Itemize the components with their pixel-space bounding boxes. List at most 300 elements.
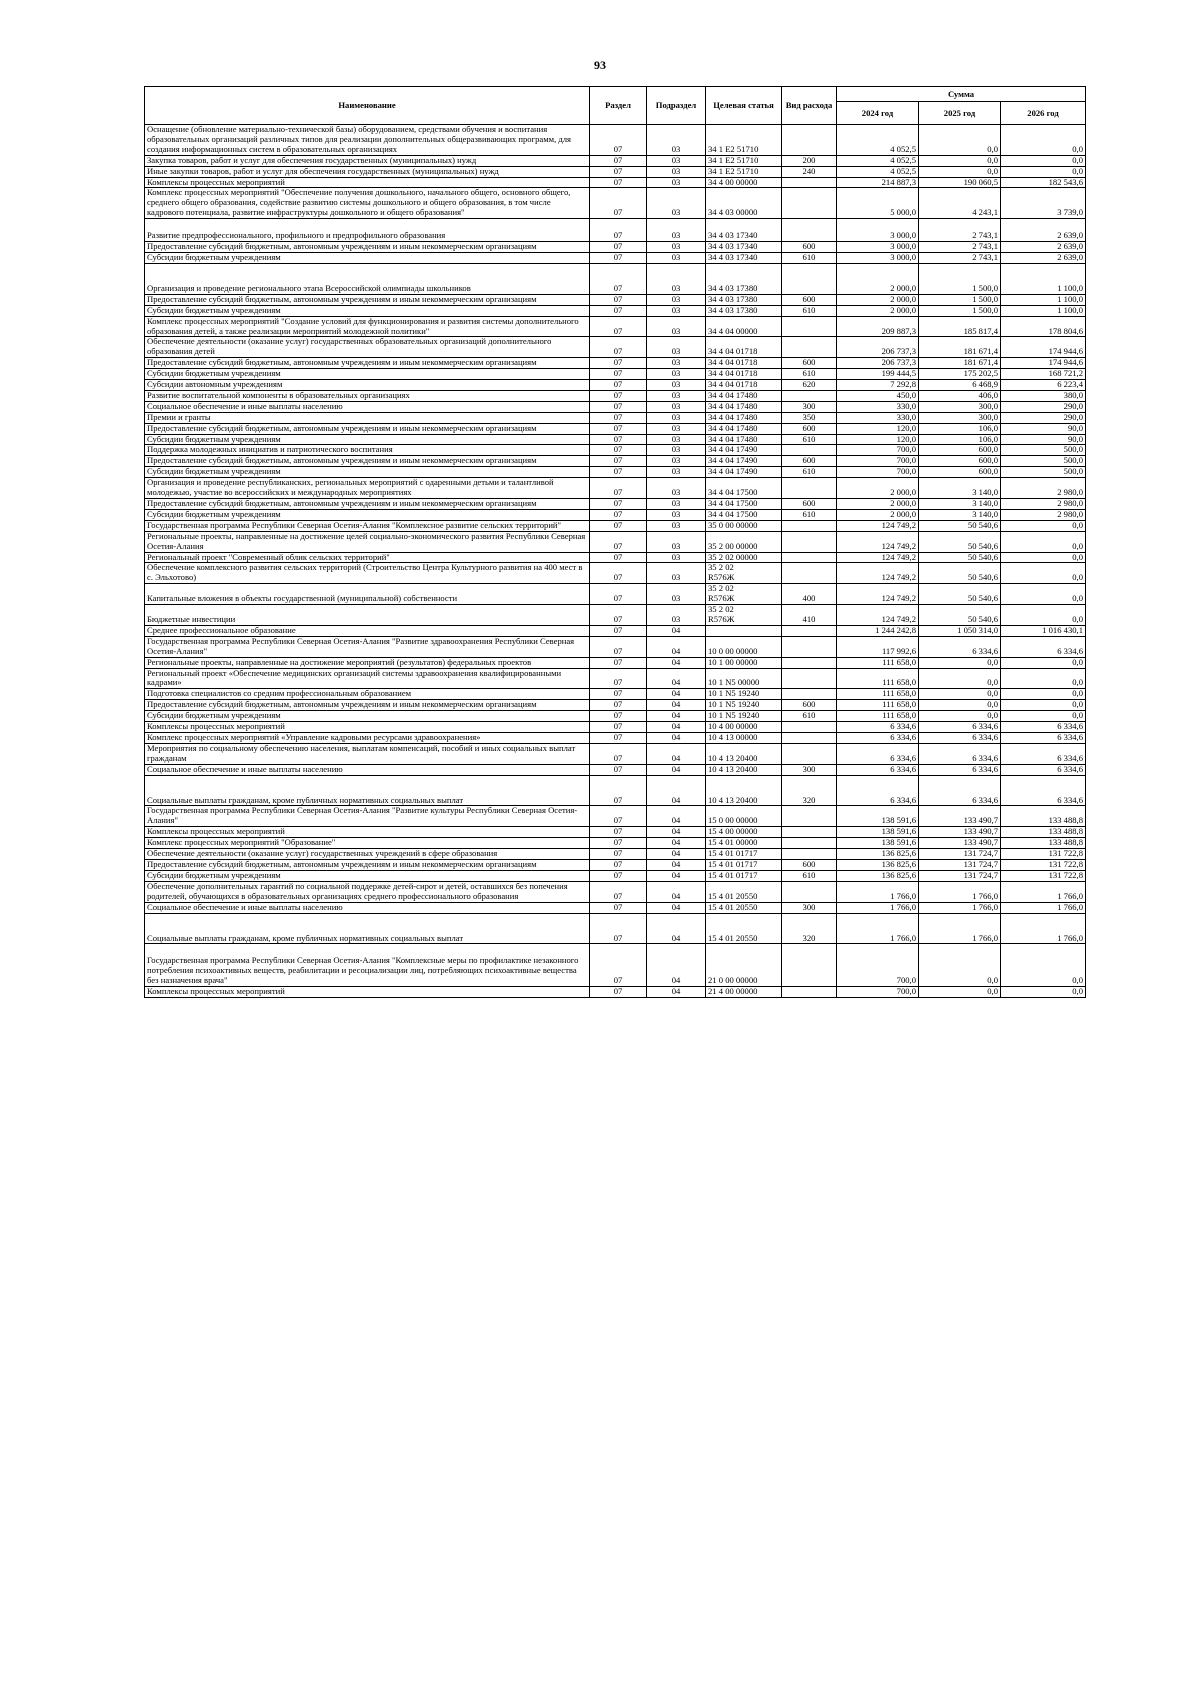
- row-amount-2025: 3 140,0: [919, 509, 1001, 520]
- row-amount-2025: 0,0: [919, 657, 1001, 668]
- row-amount-2025: 2 743,1: [919, 242, 1001, 253]
- row-amount-2025: 6 334,6: [919, 775, 1001, 806]
- row-kind: [782, 219, 837, 242]
- row-amount-2026: 6 334,6: [1001, 743, 1086, 764]
- row-target: 10 4 13 20400: [706, 764, 782, 775]
- row-name: Региональный проект "Современный облик сельских территорий": [145, 552, 590, 563]
- row-section: 07: [590, 337, 647, 358]
- row-subsection: 03: [647, 380, 706, 391]
- row-target: 15 4 00 00000: [706, 827, 782, 838]
- row-kind: 600: [782, 499, 837, 510]
- row-section: 07: [590, 177, 647, 188]
- row-name: Государственная программа Республики Северная Осетия-Алания "Комплексное развитие сельских территорий": [145, 520, 590, 531]
- row-amount-2025: 600,0: [919, 456, 1001, 467]
- row-amount-2024: 2 000,0: [837, 509, 919, 520]
- row-amount-2024: 2 000,0: [837, 263, 919, 294]
- table-row: [145, 478, 1086, 499]
- row-target: 34 4 00 00000: [706, 177, 782, 188]
- header-2024: 2024 год: [837, 102, 919, 125]
- row-amount-2026: 90,0: [1001, 423, 1086, 434]
- table-row: [145, 252, 1086, 263]
- table-row: [145, 775, 1086, 806]
- row-kind: 600: [782, 423, 837, 434]
- row-kind: [782, 827, 837, 838]
- row-amount-2024: 700,0: [837, 445, 919, 456]
- row-amount-2024: 111 658,0: [837, 657, 919, 668]
- row-target: 34 4 03 17380: [706, 294, 782, 305]
- table-row: [145, 743, 1086, 764]
- row-subsection: 04: [647, 881, 706, 902]
- table-row: [145, 913, 1086, 944]
- row-amount-2025: 50 540,6: [919, 520, 1001, 531]
- row-amount-2026: 0,0: [1001, 944, 1086, 987]
- row-amount-2024: 3 000,0: [837, 252, 919, 263]
- row-section: 07: [590, 902, 647, 913]
- row-kind: [782, 806, 837, 827]
- table-row: [145, 711, 1086, 722]
- row-target: 10 1 N5 19240: [706, 689, 782, 700]
- row-subsection: 04: [647, 689, 706, 700]
- row-amount-2025: 0,0: [919, 668, 1001, 689]
- row-subsection: 04: [647, 913, 706, 944]
- row-section: 07: [590, 764, 647, 775]
- row-subsection: 04: [647, 711, 706, 722]
- row-kind: 610: [782, 252, 837, 263]
- row-target: 34 4 03 17380: [706, 263, 782, 294]
- row-subsection: 03: [647, 467, 706, 478]
- header-subsection: Подраздел: [647, 87, 706, 125]
- row-section: 07: [590, 636, 647, 657]
- row-kind: [782, 531, 837, 552]
- row-amount-2026: 0,0: [1001, 563, 1086, 584]
- row-amount-2026: 290,0: [1001, 412, 1086, 423]
- row-subsection: 03: [647, 456, 706, 467]
- row-name: Субсидии бюджетным учреждениям: [145, 305, 590, 316]
- row-kind: 320: [782, 913, 837, 944]
- row-target: 10 1 N5 19240: [706, 700, 782, 711]
- row-amount-2026: 6 334,6: [1001, 722, 1086, 733]
- row-subsection: 03: [647, 166, 706, 177]
- table-row: [145, 520, 1086, 531]
- row-amount-2025: 6 468,9: [919, 380, 1001, 391]
- table-row: [145, 369, 1086, 380]
- row-section: 07: [590, 563, 647, 584]
- row-subsection: 03: [647, 520, 706, 531]
- row-kind: 300: [782, 902, 837, 913]
- row-target: 15 0 00 00000: [706, 806, 782, 827]
- row-kind: [782, 689, 837, 700]
- row-target: 34 4 04 01718: [706, 380, 782, 391]
- row-amount-2024: 111 658,0: [837, 668, 919, 689]
- row-name: Комплексы процессных мероприятий: [145, 987, 590, 998]
- row-amount-2025: 2 743,1: [919, 252, 1001, 263]
- row-target: 34 4 04 01718: [706, 337, 782, 358]
- row-kind: 620: [782, 380, 837, 391]
- row-amount-2024: 120,0: [837, 423, 919, 434]
- row-amount-2025: 6 334,6: [919, 722, 1001, 733]
- row-target: [706, 625, 782, 636]
- row-subsection: 03: [647, 155, 706, 166]
- row-subsection: 03: [647, 125, 706, 156]
- row-target: 34 4 04 17500: [706, 478, 782, 499]
- row-amount-2026: 6 223,4: [1001, 380, 1086, 391]
- row-target: 34 4 04 01718: [706, 358, 782, 369]
- row-amount-2024: 136 825,6: [837, 870, 919, 881]
- row-subsection: 03: [647, 390, 706, 401]
- row-target: 34 4 04 17480: [706, 412, 782, 423]
- row-target: 21 0 00 00000: [706, 944, 782, 987]
- row-amount-2026: 0,0: [1001, 155, 1086, 166]
- row-name: Поддержка молодежных инициатив и патриотического воспитания: [145, 445, 590, 456]
- row-name: Закупка товаров, работ и услуг для обеспечения государственных (муниципальных) нужд: [145, 155, 590, 166]
- table-row: [145, 316, 1086, 337]
- row-amount-2025: 133 490,7: [919, 838, 1001, 849]
- row-kind: [782, 337, 837, 358]
- row-kind: 350: [782, 412, 837, 423]
- row-subsection: 03: [647, 499, 706, 510]
- row-amount-2024: 3 000,0: [837, 242, 919, 253]
- row-amount-2026: 1 100,0: [1001, 305, 1086, 316]
- row-section: 07: [590, 657, 647, 668]
- row-amount-2026: 380,0: [1001, 390, 1086, 401]
- row-name: Комплекс процессных мероприятий "Создание условий для функционирования и развития системы дополнительного образования детей, а также реализации мероприятий молодежной политики": [145, 316, 590, 337]
- row-subsection: 03: [647, 188, 706, 219]
- row-amount-2024: 138 591,6: [837, 838, 919, 849]
- row-amount-2026: 2 639,0: [1001, 242, 1086, 253]
- row-kind: [782, 125, 837, 156]
- table-row: [145, 806, 1086, 827]
- row-section: 07: [590, 743, 647, 764]
- row-target: 10 1 N5 00000: [706, 668, 782, 689]
- row-section: 07: [590, 689, 647, 700]
- row-subsection: 04: [647, 827, 706, 838]
- row-amount-2024: 1 766,0: [837, 902, 919, 913]
- row-amount-2026: 2 980,0: [1001, 478, 1086, 499]
- row-amount-2026: 0,0: [1001, 987, 1086, 998]
- row-target: 34 4 04 01718: [706, 369, 782, 380]
- table-row: [145, 944, 1086, 987]
- row-name: Организация и проведение республиканских, региональных мероприятий с одаренными детьми и талантливой молодежью, участие во всероссийских и международных мероприятиях: [145, 478, 590, 499]
- row-target: 34 4 03 17380: [706, 305, 782, 316]
- row-subsection: 04: [647, 636, 706, 657]
- row-amount-2026: 290,0: [1001, 401, 1086, 412]
- row-name: Предоставление субсидий бюджетным, автономным учреждениям и иным некоммерческим организациям: [145, 700, 590, 711]
- row-target: 34 4 04 17480: [706, 390, 782, 401]
- row-amount-2026: 1 100,0: [1001, 294, 1086, 305]
- row-amount-2025: 131 724,7: [919, 849, 1001, 860]
- row-subsection: 04: [647, 764, 706, 775]
- row-amount-2024: 700,0: [837, 456, 919, 467]
- row-name: Субсидии бюджетным учреждениям: [145, 434, 590, 445]
- row-section: 07: [590, 188, 647, 219]
- row-subsection: 04: [647, 987, 706, 998]
- row-amount-2025: 1 766,0: [919, 902, 1001, 913]
- row-name: Социальное обеспечение и иные выплаты населению: [145, 401, 590, 412]
- row-amount-2026: 0,0: [1001, 657, 1086, 668]
- row-amount-2026: 500,0: [1001, 445, 1086, 456]
- row-amount-2024: 5 000,0: [837, 188, 919, 219]
- row-kind: [782, 188, 837, 219]
- row-amount-2024: 450,0: [837, 390, 919, 401]
- row-amount-2026: 0,0: [1001, 584, 1086, 605]
- row-amount-2024: 124 749,2: [837, 584, 919, 605]
- row-amount-2024: 700,0: [837, 987, 919, 998]
- row-section: 07: [590, 860, 647, 871]
- row-name: Субсидии бюджетным учреждениям: [145, 369, 590, 380]
- table-row: [145, 700, 1086, 711]
- table-body: [145, 125, 1086, 998]
- row-amount-2025: 0,0: [919, 700, 1001, 711]
- row-amount-2025: 406,0: [919, 390, 1001, 401]
- row-amount-2024: 2 000,0: [837, 294, 919, 305]
- row-amount-2024: 3 000,0: [837, 219, 919, 242]
- table-row: [145, 722, 1086, 733]
- row-section: 07: [590, 870, 647, 881]
- row-kind: [782, 849, 837, 860]
- table-row: [145, 305, 1086, 316]
- row-amount-2026: 174 944,6: [1001, 358, 1086, 369]
- row-section: 07: [590, 520, 647, 531]
- row-subsection: 03: [647, 252, 706, 263]
- row-amount-2025: 6 334,6: [919, 636, 1001, 657]
- row-amount-2024: 330,0: [837, 401, 919, 412]
- row-kind: [782, 944, 837, 987]
- table-row: [145, 563, 1086, 584]
- row-name: Обеспечение дополнительных гарантий по социальной поддержке детей-сирот и детей, оставшихся без попечения родителей, обучающихся в образовательных организациях среднего профессионального образования: [145, 881, 590, 902]
- table-row: [145, 827, 1086, 838]
- row-amount-2026: 133 488,8: [1001, 827, 1086, 838]
- row-name: Субсидии бюджетным учреждениям: [145, 870, 590, 881]
- header-section: Раздел: [590, 87, 647, 125]
- row-amount-2024: 700,0: [837, 467, 919, 478]
- row-target: 15 4 01 01717: [706, 860, 782, 871]
- row-subsection: 03: [647, 369, 706, 380]
- row-name: Предоставление субсидий бюджетным, автономным учреждениям и иным некоммерческим организациям: [145, 499, 590, 510]
- row-subsection: 04: [647, 944, 706, 987]
- row-target: 35 2 02 R576Ж: [706, 563, 782, 584]
- row-section: 07: [590, 732, 647, 743]
- row-name: Субсидии бюджетным учреждениям: [145, 509, 590, 520]
- row-section: 07: [590, 552, 647, 563]
- row-amount-2024: 136 825,6: [837, 849, 919, 860]
- row-section: 07: [590, 913, 647, 944]
- row-subsection: 03: [647, 531, 706, 552]
- row-section: 07: [590, 316, 647, 337]
- row-amount-2024: 111 658,0: [837, 700, 919, 711]
- row-subsection: 04: [647, 806, 706, 827]
- row-section: 07: [590, 358, 647, 369]
- header-target: Целевая статья: [706, 87, 782, 125]
- row-kind: [782, 743, 837, 764]
- row-amount-2024: 138 591,6: [837, 827, 919, 838]
- row-target: 15 4 01 00000: [706, 838, 782, 849]
- row-amount-2026: 500,0: [1001, 467, 1086, 478]
- row-section: 07: [590, 806, 647, 827]
- row-name: Комплекс процессных мероприятий «Управление кадровыми ресурсами здравоохранения»: [145, 732, 590, 743]
- row-subsection: 04: [647, 722, 706, 733]
- row-kind: [782, 478, 837, 499]
- row-target: 35 2 00 00000: [706, 531, 782, 552]
- row-amount-2025: 1 766,0: [919, 913, 1001, 944]
- row-amount-2025: 6 334,6: [919, 743, 1001, 764]
- row-section: 07: [590, 711, 647, 722]
- row-name: Государственная программа Республики Северная Осетия-Алания "Развитие здравоохранения Республики Северная Осетия-Алания": [145, 636, 590, 657]
- table-row: [145, 689, 1086, 700]
- table-row: [145, 219, 1086, 242]
- table-row: [145, 390, 1086, 401]
- row-amount-2026: 2 639,0: [1001, 252, 1086, 263]
- row-section: 07: [590, 125, 647, 156]
- row-target: 21 4 00 00000: [706, 987, 782, 998]
- row-target: 34 4 03 17340: [706, 219, 782, 242]
- row-amount-2024: 117 992,6: [837, 636, 919, 657]
- row-subsection: 03: [647, 294, 706, 305]
- table-row: [145, 605, 1086, 626]
- row-target: 34 4 04 17500: [706, 509, 782, 520]
- row-amount-2024: 330,0: [837, 412, 919, 423]
- row-subsection: 03: [647, 401, 706, 412]
- row-amount-2026: 0,0: [1001, 700, 1086, 711]
- row-target: 34 4 04 17480: [706, 423, 782, 434]
- row-kind: [782, 520, 837, 531]
- row-name: Социальные выплаты гражданам, кроме публичных нормативных социальных выплат: [145, 775, 590, 806]
- row-amount-2024: 6 334,6: [837, 764, 919, 775]
- row-amount-2024: 136 825,6: [837, 860, 919, 871]
- row-amount-2025: 600,0: [919, 445, 1001, 456]
- row-name: Социальные выплаты гражданам, кроме публичных нормативных социальных выплат: [145, 913, 590, 944]
- row-section: 07: [590, 294, 647, 305]
- row-section: 07: [590, 467, 647, 478]
- table-row: [145, 166, 1086, 177]
- row-kind: 410: [782, 605, 837, 626]
- table-row: [145, 294, 1086, 305]
- table-row: [145, 657, 1086, 668]
- row-amount-2025: 0,0: [919, 166, 1001, 177]
- row-section: 07: [590, 700, 647, 711]
- row-target: 10 4 13 20400: [706, 743, 782, 764]
- table-row: [145, 849, 1086, 860]
- row-name: Региональный проект «Обеспечение медицинских организаций системы здравоохранения квалифицированными кадрами»: [145, 668, 590, 689]
- row-amount-2024: 2 000,0: [837, 499, 919, 510]
- row-name: Обеспечение деятельности (оказание услуг) государственных учреждений в сфере образования: [145, 849, 590, 860]
- row-target: 35 2 02 R576Ж: [706, 605, 782, 626]
- row-amount-2025: 181 671,4: [919, 337, 1001, 358]
- row-name: Комплекс процессных мероприятий "Образование": [145, 838, 590, 849]
- row-name: Социальное обеспечение и иные выплаты населению: [145, 764, 590, 775]
- row-amount-2025: 2 743,1: [919, 219, 1001, 242]
- row-amount-2024: 111 658,0: [837, 711, 919, 722]
- row-name: Комплексы процессных мероприятий: [145, 827, 590, 838]
- row-section: 07: [590, 881, 647, 902]
- row-kind: 300: [782, 401, 837, 412]
- table-row: [145, 531, 1086, 552]
- row-amount-2024: 6 334,6: [837, 732, 919, 743]
- table-row: [145, 636, 1086, 657]
- row-amount-2025: 4 243,1: [919, 188, 1001, 219]
- row-amount-2025: 50 540,6: [919, 605, 1001, 626]
- row-amount-2024: 124 749,2: [837, 552, 919, 563]
- table-row: [145, 732, 1086, 743]
- row-section: 07: [590, 722, 647, 733]
- row-target: 10 1 00 00000: [706, 657, 782, 668]
- row-amount-2024: 124 749,2: [837, 520, 919, 531]
- row-name: Обеспечение комплексного развития сельских территорий (Строительство Центра Культурного развития на 400 мест в с. Эльхотово): [145, 563, 590, 584]
- row-amount-2024: 206 737,3: [837, 337, 919, 358]
- row-target: 34 4 04 17480: [706, 434, 782, 445]
- row-kind: [782, 987, 837, 998]
- row-amount-2026: 2 639,0: [1001, 219, 1086, 242]
- row-section: 07: [590, 838, 647, 849]
- table-row: [145, 902, 1086, 913]
- row-amount-2026: 1 016 430,1: [1001, 625, 1086, 636]
- table-row: [145, 434, 1086, 445]
- row-section: 07: [590, 390, 647, 401]
- row-amount-2025: 131 724,7: [919, 860, 1001, 871]
- row-name: Среднее профессиональное образование: [145, 625, 590, 636]
- row-name: Государственная программа Республики Северная Осетия-Алания "Развитие культуры Республики Северная Осетия-Алания": [145, 806, 590, 827]
- table-row: [145, 764, 1086, 775]
- row-target: 10 4 13 20400: [706, 775, 782, 806]
- row-subsection: 03: [647, 445, 706, 456]
- row-name: Обеспечение деятельности (оказание услуг) государственных образовательных организаций дополнительного образования детей: [145, 337, 590, 358]
- row-amount-2024: 120,0: [837, 434, 919, 445]
- row-target: 35 0 00 00000: [706, 520, 782, 531]
- row-section: 07: [590, 849, 647, 860]
- row-amount-2025: 50 540,6: [919, 584, 1001, 605]
- row-name: Субсидии бюджетным учреждениям: [145, 467, 590, 478]
- row-amount-2026: 131 722,8: [1001, 870, 1086, 881]
- row-section: 07: [590, 499, 647, 510]
- row-target: 34 4 03 00000: [706, 188, 782, 219]
- row-section: 07: [590, 166, 647, 177]
- row-subsection: 04: [647, 700, 706, 711]
- row-subsection: 03: [647, 552, 706, 563]
- row-kind: [782, 838, 837, 849]
- row-subsection: 04: [647, 775, 706, 806]
- row-target: 34 4 04 00000: [706, 316, 782, 337]
- row-subsection: 04: [647, 668, 706, 689]
- row-target: 34 4 03 17340: [706, 242, 782, 253]
- row-section: 07: [590, 987, 647, 998]
- page-number: 93: [594, 58, 606, 72]
- row-name: Премии и гранты: [145, 412, 590, 423]
- row-amount-2025: 131 724,7: [919, 870, 1001, 881]
- row-target: 34 4 04 17500: [706, 499, 782, 510]
- row-section: 07: [590, 155, 647, 166]
- table-row: [145, 337, 1086, 358]
- row-subsection: 04: [647, 870, 706, 881]
- row-section: 07: [590, 531, 647, 552]
- row-subsection: 03: [647, 563, 706, 584]
- row-amount-2026: 2 980,0: [1001, 509, 1086, 520]
- header-name: Наименование: [145, 87, 590, 125]
- row-target: 34 1 Е2 51710: [706, 125, 782, 156]
- table-row: [145, 177, 1086, 188]
- table-row: [145, 445, 1086, 456]
- table-row: [145, 584, 1086, 605]
- row-subsection: 04: [647, 625, 706, 636]
- table-row: [145, 456, 1086, 467]
- row-section: 07: [590, 456, 647, 467]
- row-amount-2026: 1 766,0: [1001, 913, 1086, 944]
- row-amount-2024: 1 766,0: [837, 881, 919, 902]
- row-amount-2026: 3 739,0: [1001, 188, 1086, 219]
- row-target: 34 4 04 17490: [706, 456, 782, 467]
- row-amount-2024: 1 766,0: [837, 913, 919, 944]
- table-row: [145, 668, 1086, 689]
- row-amount-2025: 3 140,0: [919, 478, 1001, 499]
- row-amount-2025: 190 060,5: [919, 177, 1001, 188]
